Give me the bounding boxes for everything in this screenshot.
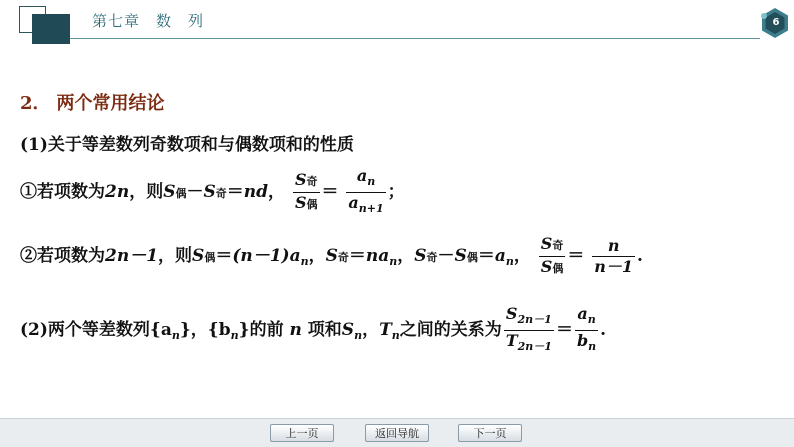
case1-odd-sub: 奇 xyxy=(215,187,227,200)
case2-s: S xyxy=(454,246,467,266)
sub-n: n xyxy=(300,255,309,268)
frac-a: a xyxy=(348,193,359,212)
item2-end: . xyxy=(600,320,607,340)
item2-ST-fraction xyxy=(504,304,554,357)
frac-a: a xyxy=(356,166,368,185)
case2-eq: ＝ xyxy=(477,246,495,266)
case2-end: . xyxy=(637,246,643,266)
frac-sub: 2n－1 xyxy=(517,313,552,326)
case2-ratio-fraction xyxy=(539,234,566,279)
case1-line xyxy=(20,166,405,219)
case2-text-a: 若项数为 xyxy=(37,246,105,266)
frac-a: a xyxy=(577,304,588,323)
case1-eq2: ＝ xyxy=(321,182,339,202)
case1-text-b: ，则 xyxy=(129,182,164,202)
case2-comma: ， xyxy=(397,246,415,266)
sub-n: n xyxy=(171,329,180,342)
case2-text-b: ，则 xyxy=(158,246,193,266)
case2-expr1-rhs: (n－1)a xyxy=(232,246,301,266)
item2-S: S xyxy=(341,320,355,340)
item2-text-d: 项和 xyxy=(307,320,342,340)
frac-sub: n xyxy=(588,340,597,353)
sub-n: n xyxy=(389,255,398,268)
section-number: 2 xyxy=(20,93,33,114)
frac-sub: n+1 xyxy=(358,202,384,215)
frac-sub: 偶 xyxy=(306,198,318,211)
frac-s: S xyxy=(294,170,307,189)
frac-t: T xyxy=(505,331,518,350)
sub-n: n xyxy=(505,255,514,268)
case1-text-a: 若项数为 xyxy=(37,182,105,202)
case1-s-even: S xyxy=(163,182,176,202)
chapter-title: 第七章 数 列 xyxy=(92,12,205,30)
case2-odd-sub: 奇 xyxy=(426,251,438,264)
item2-text-a: (2)两个等差数列{a xyxy=(20,320,172,340)
case2-odd-sub: 奇 xyxy=(337,251,349,264)
case2-eq: ＝ xyxy=(567,246,585,266)
case1-s-odd: S xyxy=(203,182,216,202)
frac-sub: n xyxy=(587,313,596,326)
item2-text-b: }，{b xyxy=(179,320,231,340)
frac-den: n－1 xyxy=(594,257,634,276)
frac-sub: 偶 xyxy=(552,262,564,275)
case1-even-sub: 偶 xyxy=(175,187,187,200)
case2-s: S xyxy=(414,246,427,266)
item2-n: n xyxy=(289,320,302,340)
case1-ratio-fraction xyxy=(293,170,320,215)
section-title: 两个常用结论 xyxy=(56,93,165,114)
footer-rule xyxy=(0,418,794,419)
sub-n: n xyxy=(354,329,363,342)
sub-n: n xyxy=(230,329,239,342)
back-to-nav-button[interactable]: 返回导航 xyxy=(365,424,429,442)
frac-num: n xyxy=(592,236,635,257)
case1-minus: － xyxy=(186,182,204,202)
case2-even-sub: 偶 xyxy=(204,251,216,264)
prev-page-button[interactable]: 上一页 xyxy=(270,424,334,442)
item2-line xyxy=(20,304,606,357)
frac-s: S xyxy=(540,234,553,253)
case2-expr2-rhs: na xyxy=(365,246,390,266)
frac-s: S xyxy=(505,304,518,323)
item2-text-f: 之间的关系为 xyxy=(399,320,502,340)
frac-sub: 奇 xyxy=(306,175,318,188)
frac-s: S xyxy=(294,193,307,212)
case2-eq: ＝ xyxy=(348,246,366,266)
case1-marker: ① xyxy=(20,182,37,202)
case2-a: a xyxy=(494,246,506,266)
case2-comma: ， xyxy=(513,246,531,266)
item2-text-c: }的前 xyxy=(238,320,284,340)
section-heading: 2． 两个常用结论 xyxy=(20,93,165,114)
case2-eq: ＝ xyxy=(215,246,233,266)
case1-end: ； xyxy=(387,182,405,202)
case2-s: S xyxy=(325,246,338,266)
case2-marker: ② xyxy=(20,246,37,266)
frac-sub: n xyxy=(367,175,376,188)
case2-n-fraction xyxy=(592,236,635,277)
frac-sub: 2n－1 xyxy=(517,340,552,353)
case2-line xyxy=(20,234,643,279)
page-number: 6 xyxy=(772,17,780,28)
frac-s: S xyxy=(540,257,553,276)
case1-count: 2n xyxy=(105,182,130,202)
case1-comma: ， xyxy=(268,182,286,202)
frac-sub: 奇 xyxy=(552,239,564,252)
item2-ab-fraction xyxy=(575,304,598,357)
item2-eq: ＝ xyxy=(555,320,573,340)
case2-comma: ， xyxy=(308,246,326,266)
item2-T: T xyxy=(379,320,392,340)
case2-even-sub: 偶 xyxy=(466,251,478,264)
case1-an-fraction xyxy=(346,166,385,219)
case2-count: 2n－1 xyxy=(105,246,159,266)
case2-minus: － xyxy=(437,246,455,266)
item2-text-e: ， xyxy=(362,320,380,340)
case2-s: S xyxy=(192,246,205,266)
case1-rhs: nd xyxy=(243,182,269,202)
case1-eq: ＝ xyxy=(226,182,244,202)
item1-heading: (1)关于等差数列奇数项和与偶数项和的性质 xyxy=(20,135,354,155)
next-page-button[interactable]: 下一页 xyxy=(458,424,522,442)
frac-b: b xyxy=(576,331,589,350)
sub-n: n xyxy=(391,329,400,342)
